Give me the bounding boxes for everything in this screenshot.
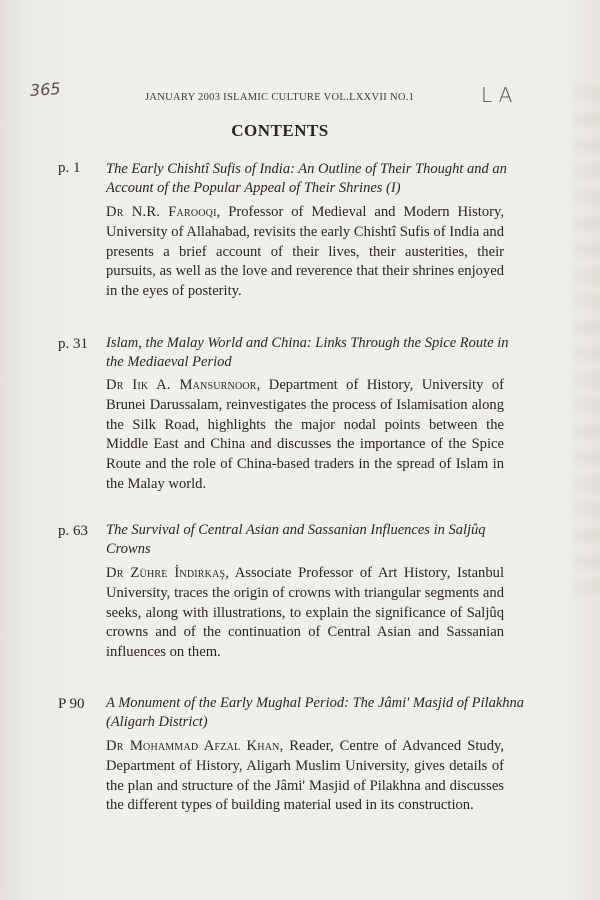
handwritten-initials: LA bbox=[481, 83, 519, 107]
article-title: The Survival of Central Asian and Sassanian Influences in Saljûq Crowns bbox=[106, 522, 486, 557]
article-summary: , Department of History, University of Brunei Darussalam, reinvestigates the process of Islamisation along the Silk Road, highlights the major nodal points between the Middle East and China and discusses the importance of the Spice Route and the role of China-based traders in the spread of Islam in the Malay world. bbox=[106, 377, 504, 492]
article-summary: , Reader, Centre of Advanced Study, Department of History, Aligarh Muslim University, gives details of the plan and structure of the Jâmi' Masjid of Pilakhna and discusses the different types of building material used in its construction. bbox=[106, 738, 504, 814]
page-reference: P 90 bbox=[58, 696, 85, 712]
article-title: The Early Chishtî Sufis of India: An Outline of Their Thought and an Account of the Popular Appeal of Their Shrines (I) bbox=[106, 161, 507, 196]
author-name: Dr Iik A. Mansurnoor bbox=[106, 377, 257, 393]
author-name: Dr N.R. Farooqi bbox=[106, 204, 217, 220]
article-description bbox=[106, 564, 504, 663]
article-summary: , Professor of Medieval and Modern History, University of Allahabad, revisits the early Chishtî Sufis of India and presents a brief account of their lives, their austerities, their pursuits, as well as the love and reverence that their shrines enjoyed in the eyes of posterity. bbox=[106, 204, 504, 300]
page-reference: p. 63 bbox=[58, 523, 88, 539]
show-through-text bbox=[572, 80, 600, 600]
page-reference: p. 31 bbox=[58, 336, 88, 352]
author-name: Dr Zühre İndirkaş bbox=[106, 565, 226, 581]
running-head: JANUARY 2003 ISLAMIC CULTURE VOL.LXXVII NO.1 bbox=[145, 92, 415, 103]
article-summary: , Associate Professor of Art History, Istanbul University, traces the origin of crowns with triangular segments and seeks, along with illustrations, to explain the significance of Saljûq crowns and of the continuation of Central Asian and Sassanian influences on them. bbox=[106, 565, 504, 661]
article-description bbox=[106, 376, 504, 495]
author-name: Dr Mohammad Afzal Khan bbox=[106, 738, 280, 754]
article-title: Islam, the Malay World and China: Links Through the Spice Route in the Mediaeval Period bbox=[106, 335, 509, 370]
contents-title: CONTENTS bbox=[231, 121, 329, 140]
article-title: A Monument of the Early Mughal Period: The Jâmi' Masjid of Pilakhna (Aligarh District) bbox=[106, 695, 525, 730]
article-description bbox=[106, 737, 504, 816]
article-description bbox=[106, 203, 504, 302]
page-reference: p. 1 bbox=[58, 160, 81, 176]
handwritten-page-number: 365 bbox=[29, 78, 62, 101]
